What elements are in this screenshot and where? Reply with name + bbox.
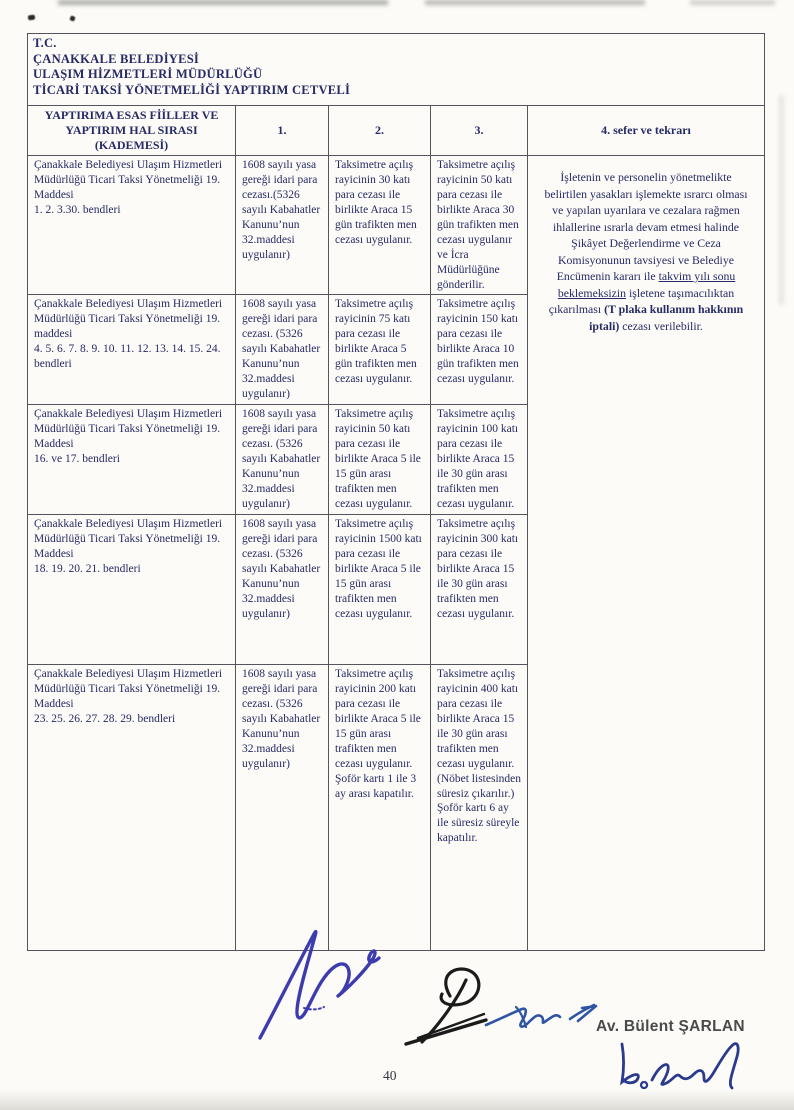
offense-cell xyxy=(28,515,236,665)
step2-cell: Taksimetre açılış rayicinin 1500 katı para cezası ile birlikte Araca 5 ile 15 gün arası trafikten men cezası uygulanır. xyxy=(329,515,431,665)
offense-text: Çanakkale Belediyesi Ulaşım Hizmetleri Müdürlüğü Ticari Taksi Yönetmeliği 19. Maddesi xyxy=(34,668,223,710)
sanction-table xyxy=(27,33,765,951)
offense-clauses: 16. ve 17. bendleri xyxy=(34,452,120,465)
signature-light-blue xyxy=(482,995,602,1037)
document-title xyxy=(28,34,765,106)
scan-smudge-top-mid xyxy=(425,0,645,5)
offense-clauses: 4. 5. 6. 7. 8. 9. 10. 11. 12. 13. 14. 15. 24. bendleri xyxy=(34,343,221,371)
signature-blue-large xyxy=(252,920,402,1045)
repeat-bold: (T plaka kullanım hakkının iptali) xyxy=(589,302,744,333)
title-line-schedule: TİCARİ TAKSİ YÖNETMELİĞİ YAPTIRIM CETVELİ xyxy=(33,83,351,98)
offense-clauses: 18. 19. 20. 21. bendleri xyxy=(34,562,141,575)
step1-cell: 1608 sayılı yasa gereği idari para cezası. (5326 sayılı Kabahatler Kanunu’nun 32.maddesi uygulanır) xyxy=(236,515,329,665)
step1-cell: 1608 sayılı yasa gereği idari para cezası. (5326 sayılı Kabahatler Kanunu’nun 32.maddesi uygulanır) xyxy=(236,405,329,515)
offense-text: Çanakkale Belediyesi Ulaşım Hizmetleri Müdürlüğü Ticari Taksi Yönetmeliği 19. maddesi xyxy=(34,298,223,341)
scan-dot-1 xyxy=(28,15,36,21)
column-header-step3: 3. xyxy=(431,106,528,156)
page-number: 40 xyxy=(383,1068,397,1083)
step1-cell: 1608 sayılı yasa gereği idari para cezası. (5326 sayılı Kabahatler Kanunu’nun 32.maddesi uygulanır) xyxy=(236,295,329,405)
column-header-row xyxy=(28,106,765,156)
offense-cell xyxy=(28,156,236,295)
step2-cell: Taksimetre açılış rayicinin 50 katı para cezası ile birlikte Araca 5 ile 15 gün arası trafikten men cezası uygulanır. xyxy=(329,405,431,515)
offense-clauses: 1. 2. 3.30. bendleri xyxy=(34,203,121,216)
column-header-step1: 1. xyxy=(236,106,329,156)
signatory-name: Av. Bülent ŞARLAN xyxy=(596,1018,745,1035)
signature-sarlan xyxy=(612,1036,747,1096)
offense-text: Çanakkale Belediyesi Ulaşım Hizmetleri Müdürlüğü Ticari Taksi Yönetmeliği 19. Maddesi xyxy=(34,518,223,560)
step4-merged-cell xyxy=(528,156,765,951)
repeat-text-1: İşletenin ve personelin yönetmelikte belirtilen yasakları işlemekte ısrarcı olması ve yapılan uyarılara ve cezalara rağmen ihlallerine ısrarla devam etmesi halinde Şikâyet Değerlendirme ve Ceza Komisyonunun tavsiyesi ve Belediye Encümenin kararı ile xyxy=(544,170,748,284)
step2-cell: Taksimetre açılış rayicinin 200 katı para cezası ile birlikte Araca 5 ile 15 gün arası trafikten men cezası uygulanır. Şoför kartı 1 ile 3 ay arası kapatılır. xyxy=(329,665,431,951)
scan-streak-right xyxy=(779,95,784,305)
offense-cell xyxy=(28,405,236,515)
repeat-text-3: cezası verilebilir. xyxy=(619,318,703,333)
step3-cell: Taksimetre açılış rayicinin 150 katı para cezası ile birlikte Araca 10 gün trafikten men cezası uygulanır. xyxy=(431,295,528,405)
column-header-step2: 2. xyxy=(329,106,431,156)
offense-text: Çanakkale Belediyesi Ulaşım Hizmetleri Müdürlüğü Ticari Taksi Yönetmeliği 19. Maddesi xyxy=(34,408,223,450)
table-row xyxy=(28,156,765,295)
scan-smudge-top-right xyxy=(690,0,775,5)
step1-cell: 1608 sayılı yasa gereği idari para cezası. (5326 sayılı Kabahatler Kanunu’nun 32.maddesi uygulanır) xyxy=(236,665,329,951)
step3-cell: Taksimetre açılış rayicinin 50 katı para cezası ile birlikte Araca 30 gün trafikten men cezası uygulanır ve İcra Müdürlüğüne gönderilir. xyxy=(431,156,528,295)
scan-smudge-top-left xyxy=(58,0,388,5)
column-header-offenses: YAPTIRIMA ESAS FİİLLER VE YAPTIRIM HAL SIRASI (KADEMESİ) xyxy=(28,106,236,156)
title-line-municipality: ÇANAKKALE BELEDİYESİ xyxy=(33,51,200,66)
column-header-step4: 4. sefer ve tekrarı xyxy=(528,106,765,156)
step2-cell: Taksimetre açılış rayicinin 75 katı para cezası ile birlikte Araca 5 gün trafikten men cezası uygulanır. xyxy=(329,295,431,405)
offense-cell xyxy=(28,665,236,951)
step3-cell: Taksimetre açılış rayicinin 300 katı para cezası ile birlikte Araca 15 ile 30 gün arası trafikten men cezası uygulanır. xyxy=(431,515,528,665)
document-title-row xyxy=(28,34,765,106)
offense-cell xyxy=(28,295,236,405)
step3-cell: Taksimetre açılış rayicinin 400 katı para cezası ile birlikte Araca 15 ile 30 gün arası trafikten men cezası uygulanır. (Nöbet listesinden süresiz çıkarılır.) Şoför kartı 6 ay ile süresiz süreyle kapatılır. xyxy=(431,665,528,951)
title-line-directorate: ULAŞIM HİZMETLERİ MÜDÜRLÜĞÜ xyxy=(33,67,263,82)
repeat-text-2: işletene taşımacılıktan çıkarılması xyxy=(548,285,735,317)
scan-dot-2 xyxy=(69,15,75,21)
step3-cell: Taksimetre açılış rayicinin 100 katı para cezası ile birlikte Araca 15 ile 30 gün arası trafikten men cezası uygulanır. xyxy=(431,405,528,515)
title-line-tc: T.C. xyxy=(33,36,57,50)
repeat-underlined: takvim yılı sonu beklemeksizin xyxy=(557,269,736,300)
step2-cell: Taksimetre açılış rayicinin 30 katı para cezası ile birlikte Araca 15 gün trafikten men cezası uygulanır. xyxy=(329,156,431,295)
offense-clauses: 23. 25. 26. 27. 28. 29. bendleri xyxy=(34,712,176,725)
offense-text: Çanakkale Belediyesi Ulaşım Hizmetleri Müdürlüğü Ticari Taksi Yönetmeliği 19. Maddesi xyxy=(34,159,223,201)
step1-cell: 1608 sayılı yasa gereği idari para cezası.(5326 sayılı Kabahatler Kanunu’nun 32.maddesi uygulanır) xyxy=(236,156,329,295)
